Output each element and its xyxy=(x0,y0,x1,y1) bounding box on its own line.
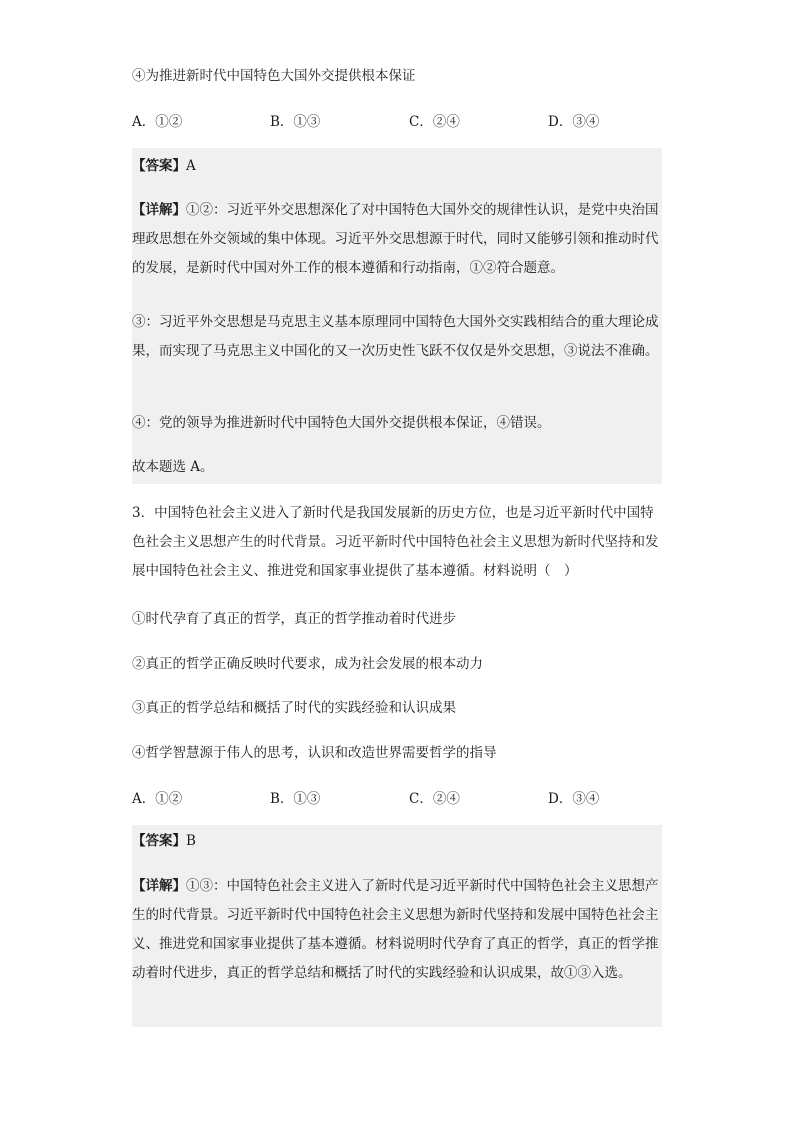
q3-item-4: ④哲学智慧源于伟人的思考，认识和改造世界需要哲学的指导 xyxy=(132,745,497,761)
detail-text: ①③：中国特色社会主义进入了新时代是习近平新时代中国特色社会主义思想产生的时代背景。习近平新时代中国特色社会主义思想为新时代坚持和发展中国特色社会主义、推进党和国家事业提供了基本遵循。材料说明时代孕育了真正的哲学，真正的哲学推动着时代进步，真正的哲学总结和概括了时代的实践经验和认识成果，故①③入选。 xyxy=(132,878,659,981)
q2-answer-block xyxy=(132,148,662,484)
q3-item-2: ②真正的哲学正确反映时代要求，成为社会发展的根本动力 xyxy=(132,656,483,672)
detail-label: 【详解】 xyxy=(132,202,186,218)
q2-option-b: B．①③ xyxy=(270,114,321,130)
q3-option-d: D．③④ xyxy=(548,791,600,807)
answer-value: B xyxy=(186,833,196,849)
answer-value: A xyxy=(186,158,196,174)
q2-detail-2: ③：习近平外交思想是马克思主义基本原理同中国特色大国外交实践相结合的重大理论成果，而实现了马克思主义中国化的又一次历史性飞跃不仅仅是外交思想，③说法不准确。 xyxy=(132,314,659,359)
q3-options xyxy=(132,787,662,809)
answer-label: 【答案】 xyxy=(132,833,186,849)
q3-option-a: A．①② xyxy=(132,791,183,807)
q2-answer xyxy=(132,152,662,181)
q3-answer xyxy=(132,827,662,856)
q2-options xyxy=(132,110,662,132)
detail-text: ①②：习近平外交思想深化了对中国特色大国外交的规律性认识，是党中央治国理政思想在外交领域的集中体现。习近平外交思想源于时代，同时又能够引领和推动时代的发展，是新时代中国对外工作的根本遵循和行动指南，①②符合题意。 xyxy=(132,202,659,276)
q3-stem: 3．中国特色社会主义进入了新时代是我国发展新的历史方位，也是习近平新时代中国特色社会主义思想产生的时代背景。习近平新时代中国特色社会主义思想为新时代坚持和发展中国特色社会主义、推进党和国家事业提供了基本遵循。材料说明（ ） xyxy=(132,505,659,579)
q2-conclusion: 故本题选 A。 xyxy=(132,459,214,475)
q2-detail-3: ④：党的领导为推进新时代中国特色大国外交提供根本保证，④错误。 xyxy=(132,415,551,431)
q3-item-3: ③真正的哲学总结和概括了时代的实践经验和认识成果 xyxy=(132,700,456,716)
q3-option-c: C．②④ xyxy=(409,791,460,807)
q3-detail-1 xyxy=(132,872,662,988)
q3-item-1: ①时代孕育了真正的哲学，真正的哲学推动着时代进步 xyxy=(132,611,456,627)
q2-option-d: D．③④ xyxy=(548,114,600,130)
q2-detail-1 xyxy=(132,196,662,283)
q2-option-a: A．①② xyxy=(132,114,183,130)
answer-label: 【答案】 xyxy=(132,158,186,174)
q2-option-c: C．②④ xyxy=(409,114,460,130)
q2-item-4: ④为推进新时代中国特色大国外交提供根本保证 xyxy=(132,68,416,84)
q3-answer-block xyxy=(132,825,662,1027)
detail-label: 【详解】 xyxy=(132,878,186,894)
q3-option-b: B．①③ xyxy=(270,791,321,807)
